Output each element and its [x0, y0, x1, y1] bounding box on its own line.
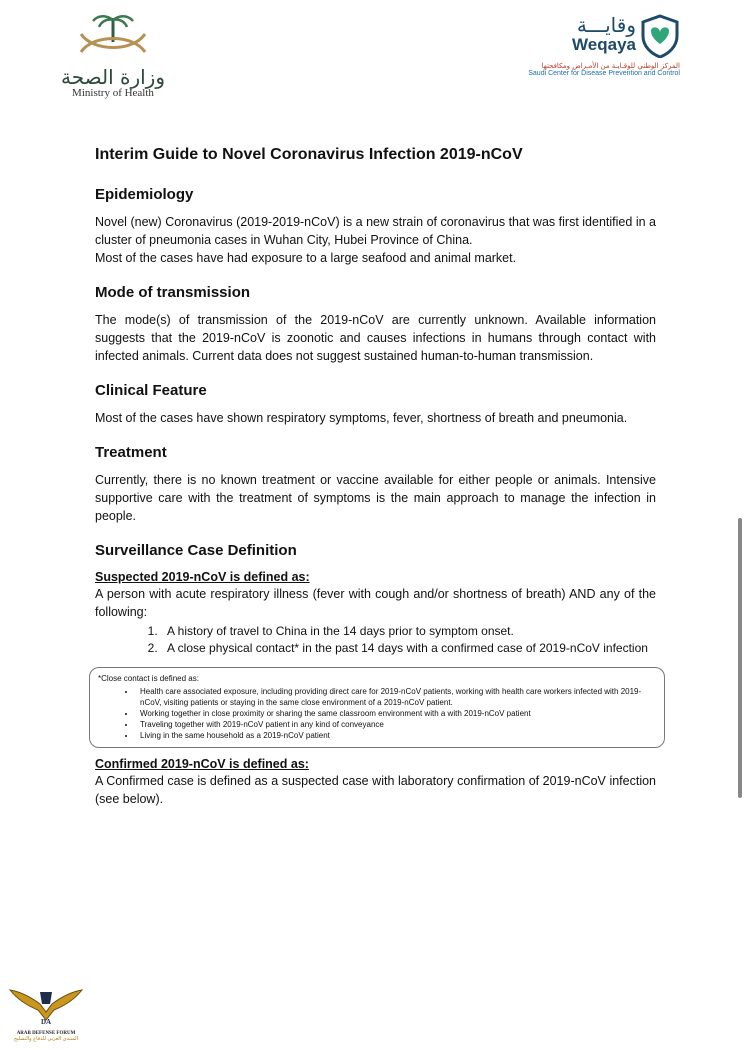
epidemiology-heading: Epidemiology	[95, 186, 194, 203]
document-body	[95, 146, 656, 825]
arab-defense-forum-watermark	[4, 982, 88, 1042]
moh-arabic-name: وزارة الصحة	[61, 65, 165, 89]
watermark-initials: DA	[40, 1018, 52, 1026]
suspected-case-heading: Suspected 2019-nCoV is defined as:	[95, 570, 310, 584]
confirmed-case-text: A Confirmed case is defined as a suspected case with laboratory confirmation of 2019-nCoV infection (see below).	[95, 774, 656, 806]
clinical-paragraph: Most of the cases have shown respiratory symptoms, fever, shortness of breath and pneumonia.	[95, 411, 628, 425]
list-item: • Living in the same household as a 2019-nCoV patient	[136, 730, 656, 741]
weqaya-arabic-subtitle: المركز الوطني للوقـايـة من الأمـراض ومكافحتها	[541, 62, 680, 70]
list-item: 1. A history of travel to China in the 14 days prior to symptom onset.	[161, 623, 656, 640]
document-title: Interim Guide to Novel Coronavirus Infection 2019-nCoV	[95, 146, 523, 163]
weqaya-english-name: Weqaya	[572, 35, 636, 54]
epidemiology-paragraph-2: Most of the cases have had exposure to a large seafood and animal market.	[95, 251, 517, 265]
surveillance-heading: Surveillance Case Definition	[95, 542, 297, 559]
weqaya-english-subtitle: Saudi Center for Disease Prevention and Control	[528, 70, 680, 77]
transmission-section	[95, 284, 656, 365]
moh-english-name: Ministry of Health	[72, 87, 154, 99]
close-contact-note	[89, 667, 665, 748]
treatment-paragraph: Currently, there is no known treatment or vaccine available for either people or animals. Intensive supportive care with the treatment of symptoms is the main approach to manage the infection in people.	[95, 473, 656, 523]
surveillance-section	[95, 542, 656, 808]
treatment-section	[95, 444, 656, 525]
list-item: • Working together in close proximity or sharing the same classroom environment with a with 2019-nCoV patient	[136, 708, 656, 719]
close-contact-note-title: *Close contact is defined as:	[98, 674, 199, 683]
watermark-arabic: المنتدى العربي للدفاع والتسليح	[13, 1036, 79, 1042]
shield-icon	[640, 14, 680, 58]
epidemiology-section	[95, 186, 656, 267]
watermark-name: ARAB DEFENSE FORUM	[16, 1031, 76, 1036]
list-item: • Health care associated exposure, including providing direct care for 2019-nCoV patients, working with health care workers infected with 2019-nCoV, visiting patients or staying in the same close environment of a 2019-nCoV patient.	[136, 686, 656, 708]
confirmed-case-heading: Confirmed 2019-nCoV is defined as:	[95, 757, 309, 771]
list-item: • Traveling together with 2019-nCoV patient in any kind of conveyance	[136, 719, 656, 730]
eagle-emblem-icon	[6, 982, 86, 1026]
suspected-criteria-list	[95, 623, 656, 657]
epidemiology-paragraph: Novel (new) Coronavirus (2019-2019-nCoV) is a new strain of coronavirus that was first identified in a cluster of pneumonia cases in Wuhan City, Hubei Province of China.	[95, 215, 656, 247]
close-contact-list	[98, 686, 656, 741]
transmission-paragraph: The mode(s) of transmission of the 2019-nCoV are currently unknown. Available information suggests that the 2019-nCoV is zoonotic and causes infections in humans through contact with infected animals. Current data does not suggest sustained human-to-human transmission.	[95, 313, 656, 363]
ministry-of-health-logo	[58, 12, 168, 99]
weqaya-logo	[505, 14, 680, 77]
treatment-heading: Treatment	[95, 444, 167, 461]
clinical-heading: Clinical Feature	[95, 382, 207, 399]
weqaya-arabic-name: وقايـــة	[576, 13, 636, 37]
list-item: 2. A close physical contact* in the past 14 days with a confirmed case of 2019-nCoV infection	[161, 640, 656, 657]
palm-swords-icon	[73, 12, 153, 58]
suspected-case-intro: A person with acute respiratory illness (fever with cough and/or shortness of breath) AND any of the following:	[95, 587, 656, 619]
clinical-section	[95, 382, 656, 427]
transmission-heading: Mode of transmission	[95, 284, 251, 301]
scrollbar-thumb[interactable]	[738, 518, 742, 798]
